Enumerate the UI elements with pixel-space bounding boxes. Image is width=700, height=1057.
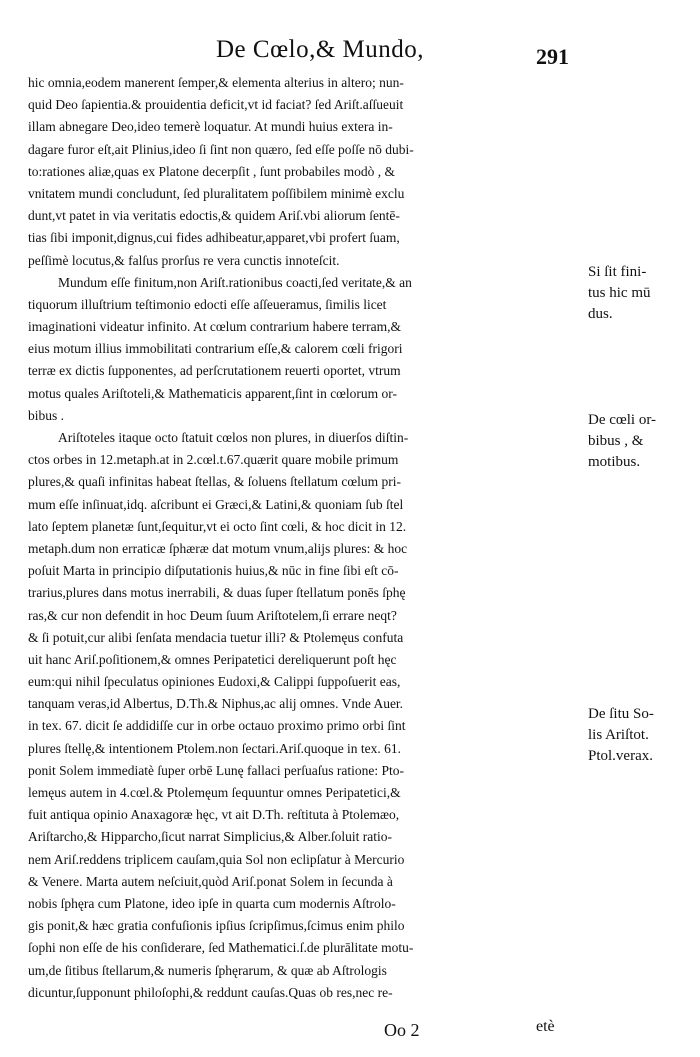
text-line: in tex. 67. dicit ſe addidiſſe cur in orbe octauo proximo primo orbi ſint: [28, 718, 406, 734]
marginal-note-line: tus hic mū: [588, 285, 651, 301]
text-line: quid Deo ſapientia.& prouidentia deficit,vt id faciat? ſed Ariſt.aſſueuit: [28, 97, 404, 113]
main-text-block: [28, 72, 574, 1004]
text-line: mum eſſe inſinuat,idq. aſcribunt ei Græci,& Latini,& quoniam ſub ſtel: [28, 496, 404, 512]
text-line: Mundum eſſe finitum,non Ariſt.rationibus coacti,ſed veritate,& an: [58, 274, 412, 290]
signature-mark: Oo 2: [384, 1020, 420, 1040]
page-number: 291: [536, 44, 569, 69]
text-line: nobis ſphęra cum Platone, ideo ipſe in quarta cum modernis Aſtrolo-: [28, 895, 396, 911]
text-line: lato ſeptem planetæ ſunt,ſequitur,vt ei octo ſint cœli, & hoc dicit in 12.: [28, 518, 407, 534]
text-line: illam abnegare Deo,ideo temerè loquatur. At mundi huius extera in-: [28, 119, 393, 135]
text-line: lemęus autem in 4.cœl.& Ptolemęum ſequuntur omnes Peripatetici,&: [28, 785, 401, 800]
text-line: gis ponit,& hæc gratia confuſionis ipſius ſcripſimus,ſcimus enim philo: [28, 918, 405, 934]
text-line: fuit antiqua opinio Anaxagoræ hęc, vt ait D.Th. reſtituta à Ptolemæo,: [28, 807, 400, 823]
text-line: trarius,plures dans motus inerrabili, & duas ſuper ſtellatum ponēs ſphę: [28, 585, 406, 601]
text-line: Ariſtarcho,& Hipparcho,ſicut narrat Simplicius,& Alber.ſoluit ratio-: [28, 829, 393, 845]
text-line: metaph.dum non erraticæ ſphæræ dat motum vnum,alijs plures: & hoc: [28, 540, 408, 556]
text-line: motus quales Ariſtoteli,& Mathematicis apparent,ſint in cœlorum or-: [28, 385, 398, 401]
marginal-note-line: Ptol.verax.: [588, 748, 653, 764]
marginal-note-line: motibus.: [588, 454, 641, 470]
text-line: tiquorum illuſtrium teſtimonio edocti eſſe aſſeueramus, ſimilis licet: [28, 296, 387, 312]
text-line: peſſimè locutus,& falſus prorſus re vera cunctis innoteſcit.: [28, 252, 340, 268]
text-line: dagare furor eſt,ait Plinius,ideo ſi ſint non quæro, ſed eſſe poſſe nō dubi-: [28, 141, 414, 157]
text-line: & ſi potuit,cur alibi ſenſata mendacia tuetur illi? & Ptolemęus confuta: [28, 629, 404, 645]
catchword: etè: [536, 1018, 555, 1035]
text-line: poſuit Marta in principio diſputationis huius,& nūc in fine ſibi eſt cō-: [28, 563, 399, 579]
text-line: Ariſtoteles itaque octo ſtatuit cœlos non plures, in diuerſos diſtin-: [58, 430, 409, 445]
marginal-note-line: bibus , &: [588, 433, 644, 449]
text-line: ras,& cur non defendit in hoc Deum ſuum Ariſtotelem,ſi errare neqt?: [28, 607, 397, 623]
text-line: ponit Solem immediatè ſuper orbē Lunę fallaci perſuaſus ratione: Pto-: [28, 762, 405, 778]
text-line: imaginationi videatur infinito. At cœlum contrarium habere terram,&: [28, 319, 402, 335]
text-line: plures ſtellę,& intentionem Ptolem.non ſectari.Ariſ.quoque in tex. 61.: [28, 740, 402, 756]
text-line: tias ſibi imponit,dignus,cui fides adhibeatur,apparet,vbi profert ſuam,: [28, 230, 400, 246]
running-head-title: De Cœlo,& Mundo,: [216, 36, 424, 63]
text-line: nem Ariſ.reddens triplicem cauſam,quia Sol non eclipſatur à Mercurio: [28, 851, 405, 867]
text-line: bibus .: [28, 407, 65, 423]
text-line: & Venere. Marta autem neſciuit,quòd Ariſ.ponat Solem in ſecunda à: [28, 873, 393, 889]
marginal-note-line: lis Ariſtot.: [588, 727, 649, 743]
text-line: um,de ſitibus ſtellarum,& numeris ſphęrarum, & quæ ab Aſtrologis: [28, 962, 387, 978]
text-line: dicuntur,ſupponunt philoſophi,& reddunt cauſas.Quas ob res,nec re-: [28, 984, 393, 1000]
text-line: hic omnia,eodem manerent ſemper,& elementa alterius in altero; nun-: [28, 75, 404, 90]
text-line: eius motum illius immobilitati contrarium eſſe,& calorem cœli frigori: [28, 341, 403, 357]
text-line: dunt,vt patet in via veritatis edoctis,& quidem Ariſ.vbi aliorum ſentē-: [28, 208, 400, 224]
marginal-note-line: dus.: [588, 306, 613, 322]
text-line: vnitatem mundi concludunt, ſed pluralitatem poſſibilem minimè exclu: [28, 185, 405, 201]
marginal-note-finite-world: [588, 262, 698, 325]
marginal-note-line: De ſitu So-: [588, 706, 654, 722]
text-line: plures,& quaſi infinitas habeat ſtellas, & ſoluens ſtellatum cœlum pri-: [28, 474, 402, 490]
marginal-note-line: Si ſit fini-: [588, 264, 647, 280]
text-line: ſophi non eſſe de his conſiderare, ſed Mathematici.ſ.de plurālitate motu-: [28, 940, 414, 956]
marginal-note-heavenly-orbs: [588, 410, 698, 473]
text-line: terræ ex dictis ſupponentes, ad perſcrutationem reuerti oportet, vtrum: [28, 363, 401, 379]
marginal-note-sun-position: [588, 704, 698, 767]
text-line: to:rationes aliæ,quas ex Platone decerpſit , ſunt probabiles modò , &: [28, 163, 396, 179]
text-line: ctos orbes in 12.metaph.at in 2.cœl.t.67.quærit quare mobile primum: [28, 452, 399, 468]
text-line: tanquam veras,id Albertus, D.Th.& Niphus,ac alij omnes. Vnde Auer.: [28, 696, 404, 712]
marginal-note-line: De cœli or-: [588, 412, 657, 428]
text-line: eum:qui nihil ſpeculatus opiniones Eudoxi,& Calippi ſuppoſuerit eas,: [28, 674, 401, 690]
text-line: uit hanc Ariſ.poſitionem,& omnes Peripatetici dereliquerunt poſt hęc: [28, 651, 397, 667]
